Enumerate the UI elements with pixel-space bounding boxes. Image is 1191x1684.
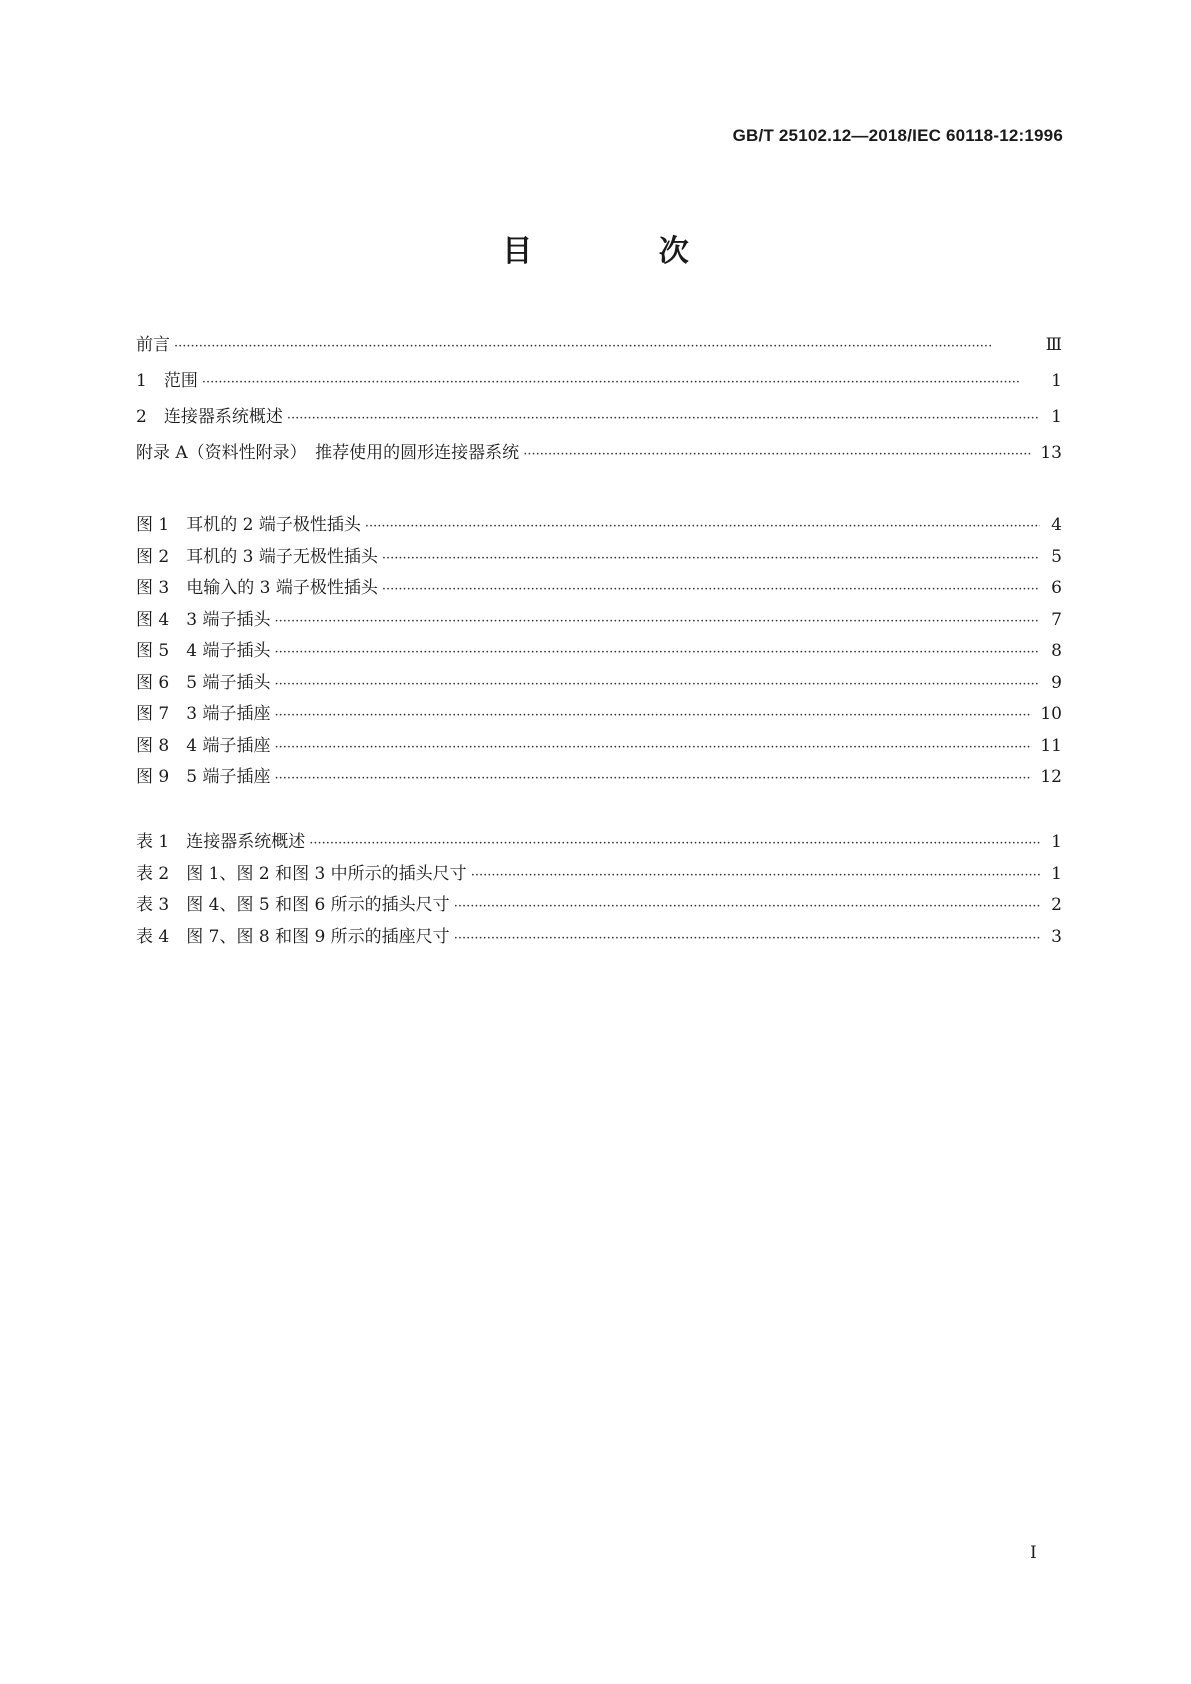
toc-entry-label: 表 4 图 7、图 8 和图 9 所示的插座尺寸 [136,926,450,947]
toc-entry-page: 6 [1051,578,1062,598]
toc-entry-page: 10 [1040,704,1062,724]
dot-leader [365,519,1040,534]
toc-figures-section [136,510,1062,794]
toc-entry-page: 7 [1051,609,1062,630]
toc-table-entry[interactable] [136,827,1062,859]
toc-figure-entry[interactable] [136,510,1062,542]
dot-leader [287,411,1040,426]
toc-main-section [136,330,1062,474]
toc-entry-label: 前言 [136,335,170,355]
toc-entry-label: 1 范围 [136,371,198,391]
dot-leader [202,375,1040,390]
dot-leader [274,708,1032,723]
toc-tables-section [136,827,1062,953]
toc-entry-page: 1 [1051,407,1062,427]
toc-entry[interactable] [136,438,1062,474]
dot-leader [471,868,1040,883]
toc-entry-label: 附录 A（资料性附录） 推荐使用的圆形连接器系统 [136,443,520,463]
toc-entry-page: 4 [1051,515,1062,535]
toc-figure-entry[interactable] [136,605,1062,637]
toc-figure-entry[interactable] [136,636,1062,668]
dot-leader [274,771,1032,786]
toc-entry-label: 图 2 耳机的 3 端子无极性插头 [136,546,378,567]
toc-table-entry[interactable] [136,859,1062,891]
toc-entry-label: 表 3 图 4、图 5 和图 6 所示的插头尺寸 [136,895,450,915]
toc-entry-label: 图 1 耳机的 2 端子极性插头 [136,515,361,535]
dot-leader [382,582,1040,597]
toc-entry-label: 图 9 5 端子插座 [136,767,271,787]
toc-entry-label: 图 3 电输入的 3 端子极性插头 [136,578,378,598]
toc-entry[interactable] [136,330,1062,366]
toc-entry-label: 图 7 3 端子插座 [136,704,271,724]
toc-entry-page: 5 [1051,546,1062,567]
toc-entry-page: 12 [1040,767,1062,787]
toc-entry-label: 表 2 图 1、图 2 和图 3 中所示的插头尺寸 [136,863,467,884]
toc-entry-label: 表 1 连接器系统概述 [136,832,306,852]
toc-table-entry[interactable] [136,922,1062,954]
toc-figure-entry[interactable] [136,762,1062,794]
toc-entry[interactable] [136,402,1062,438]
dot-leader [274,645,1040,660]
toc-entry-page: 1 [1051,832,1062,852]
standard-code: GB/T 25102.12—2018/IEC 60118-12:1996 [732,126,1063,145]
toc-entry-page: 3 [1051,926,1062,947]
dot-leader [454,899,1040,914]
toc-entry-page: 13 [1040,443,1062,463]
toc-entry-label: 图 8 4 端子插座 [136,735,271,756]
dot-leader [274,740,1032,755]
toc-entry[interactable] [136,366,1062,402]
toc-entry-page: 8 [1051,641,1062,661]
dot-leader [309,836,1040,851]
toc-entry-page: Ⅲ [1045,335,1062,355]
toc-entry-label: 图 5 4 端子插头 [136,641,271,661]
toc-entry-page: 9 [1051,672,1062,693]
toc-figure-entry[interactable] [136,668,1062,700]
toc-figure-entry[interactable] [136,699,1062,731]
dot-leader [174,339,1038,354]
toc-figure-entry[interactable] [136,542,1062,574]
toc-figure-entry[interactable] [136,731,1062,763]
toc-figure-entry[interactable] [136,573,1062,605]
toc-entry-page: 1 [1051,371,1062,391]
toc-entry-page: 1 [1051,863,1062,884]
dot-leader [274,614,1040,629]
dot-leader [523,447,1032,462]
toc-entry-page: 2 [1051,895,1062,915]
toc-entry-label: 图 6 5 端子插头 [136,672,271,693]
toc-entry-label: 2 连接器系统概述 [136,407,283,427]
toc-table-entry[interactable] [136,890,1062,922]
page-title: 目 次 [502,234,747,269]
dot-leader [454,931,1040,946]
dot-leader [274,677,1040,692]
dot-leader [382,551,1040,566]
page-number: I [1030,1543,1037,1563]
toc-entry-label: 图 4 3 端子插头 [136,609,271,630]
toc-entry-page: 11 [1040,735,1062,756]
